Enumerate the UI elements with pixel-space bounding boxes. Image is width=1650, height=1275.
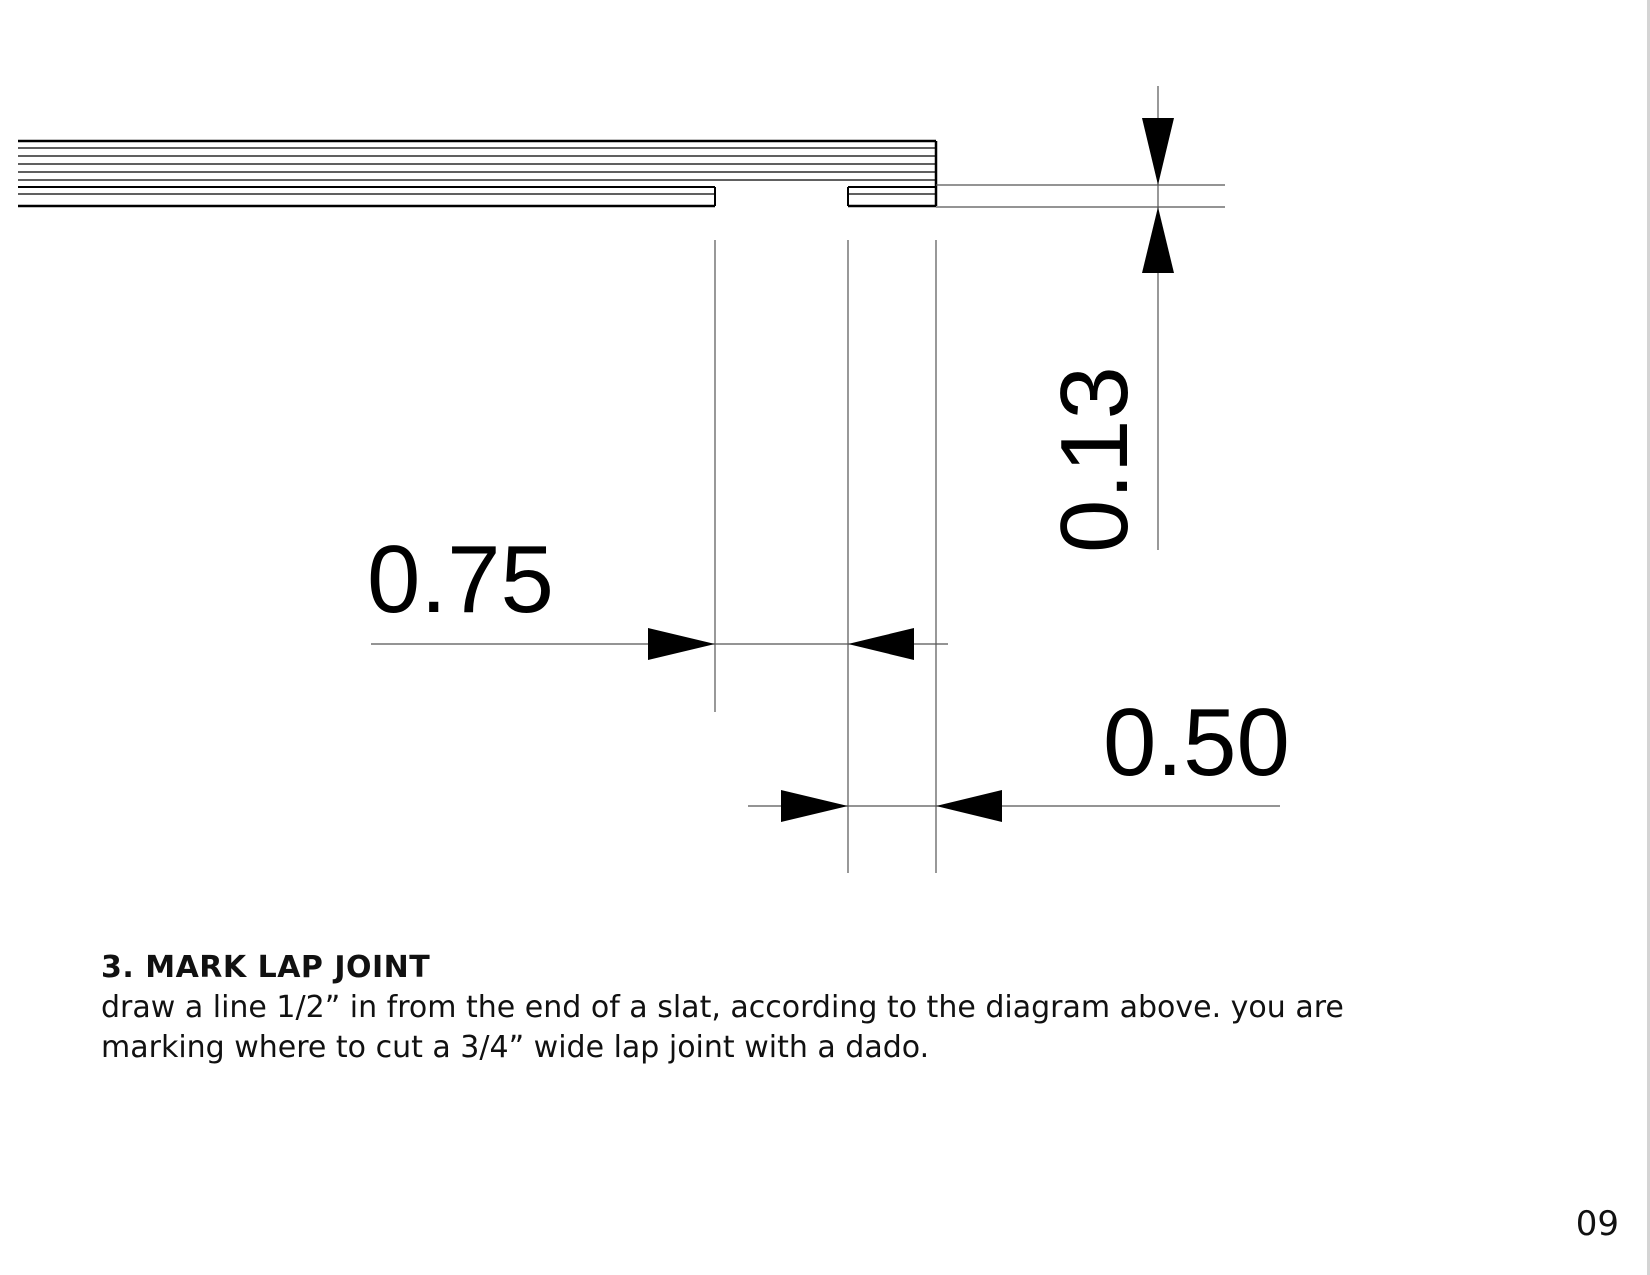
arrowhead-up (1142, 207, 1174, 273)
depth-label: 0.13 (1041, 366, 1148, 553)
lap-width-label: 0.75 (367, 526, 554, 633)
page-number: 09 (1575, 1204, 1619, 1244)
arrowhead-right (781, 790, 848, 822)
slat-profile (18, 141, 936, 206)
offset-dimension (748, 689, 1290, 822)
offset-label: 0.50 (1103, 689, 1290, 796)
step-instructions (101, 948, 1561, 1068)
step-body-line-2: marking where to cut a 3/4” wide lap joint with a dado. (101, 1030, 930, 1065)
lap-width-dimension (367, 526, 948, 660)
arrowhead-left (936, 790, 1002, 822)
step-body-line-1: draw a line 1/2” in from the end of a slat, according to the diagram above. you are (101, 990, 1344, 1025)
arrowhead-left (848, 628, 914, 660)
arrowhead-right (648, 628, 715, 660)
arrowhead-down (1142, 118, 1174, 185)
step-title: 3. MARK LAP JOINT (101, 950, 431, 985)
depth-dimension (1041, 86, 1174, 553)
